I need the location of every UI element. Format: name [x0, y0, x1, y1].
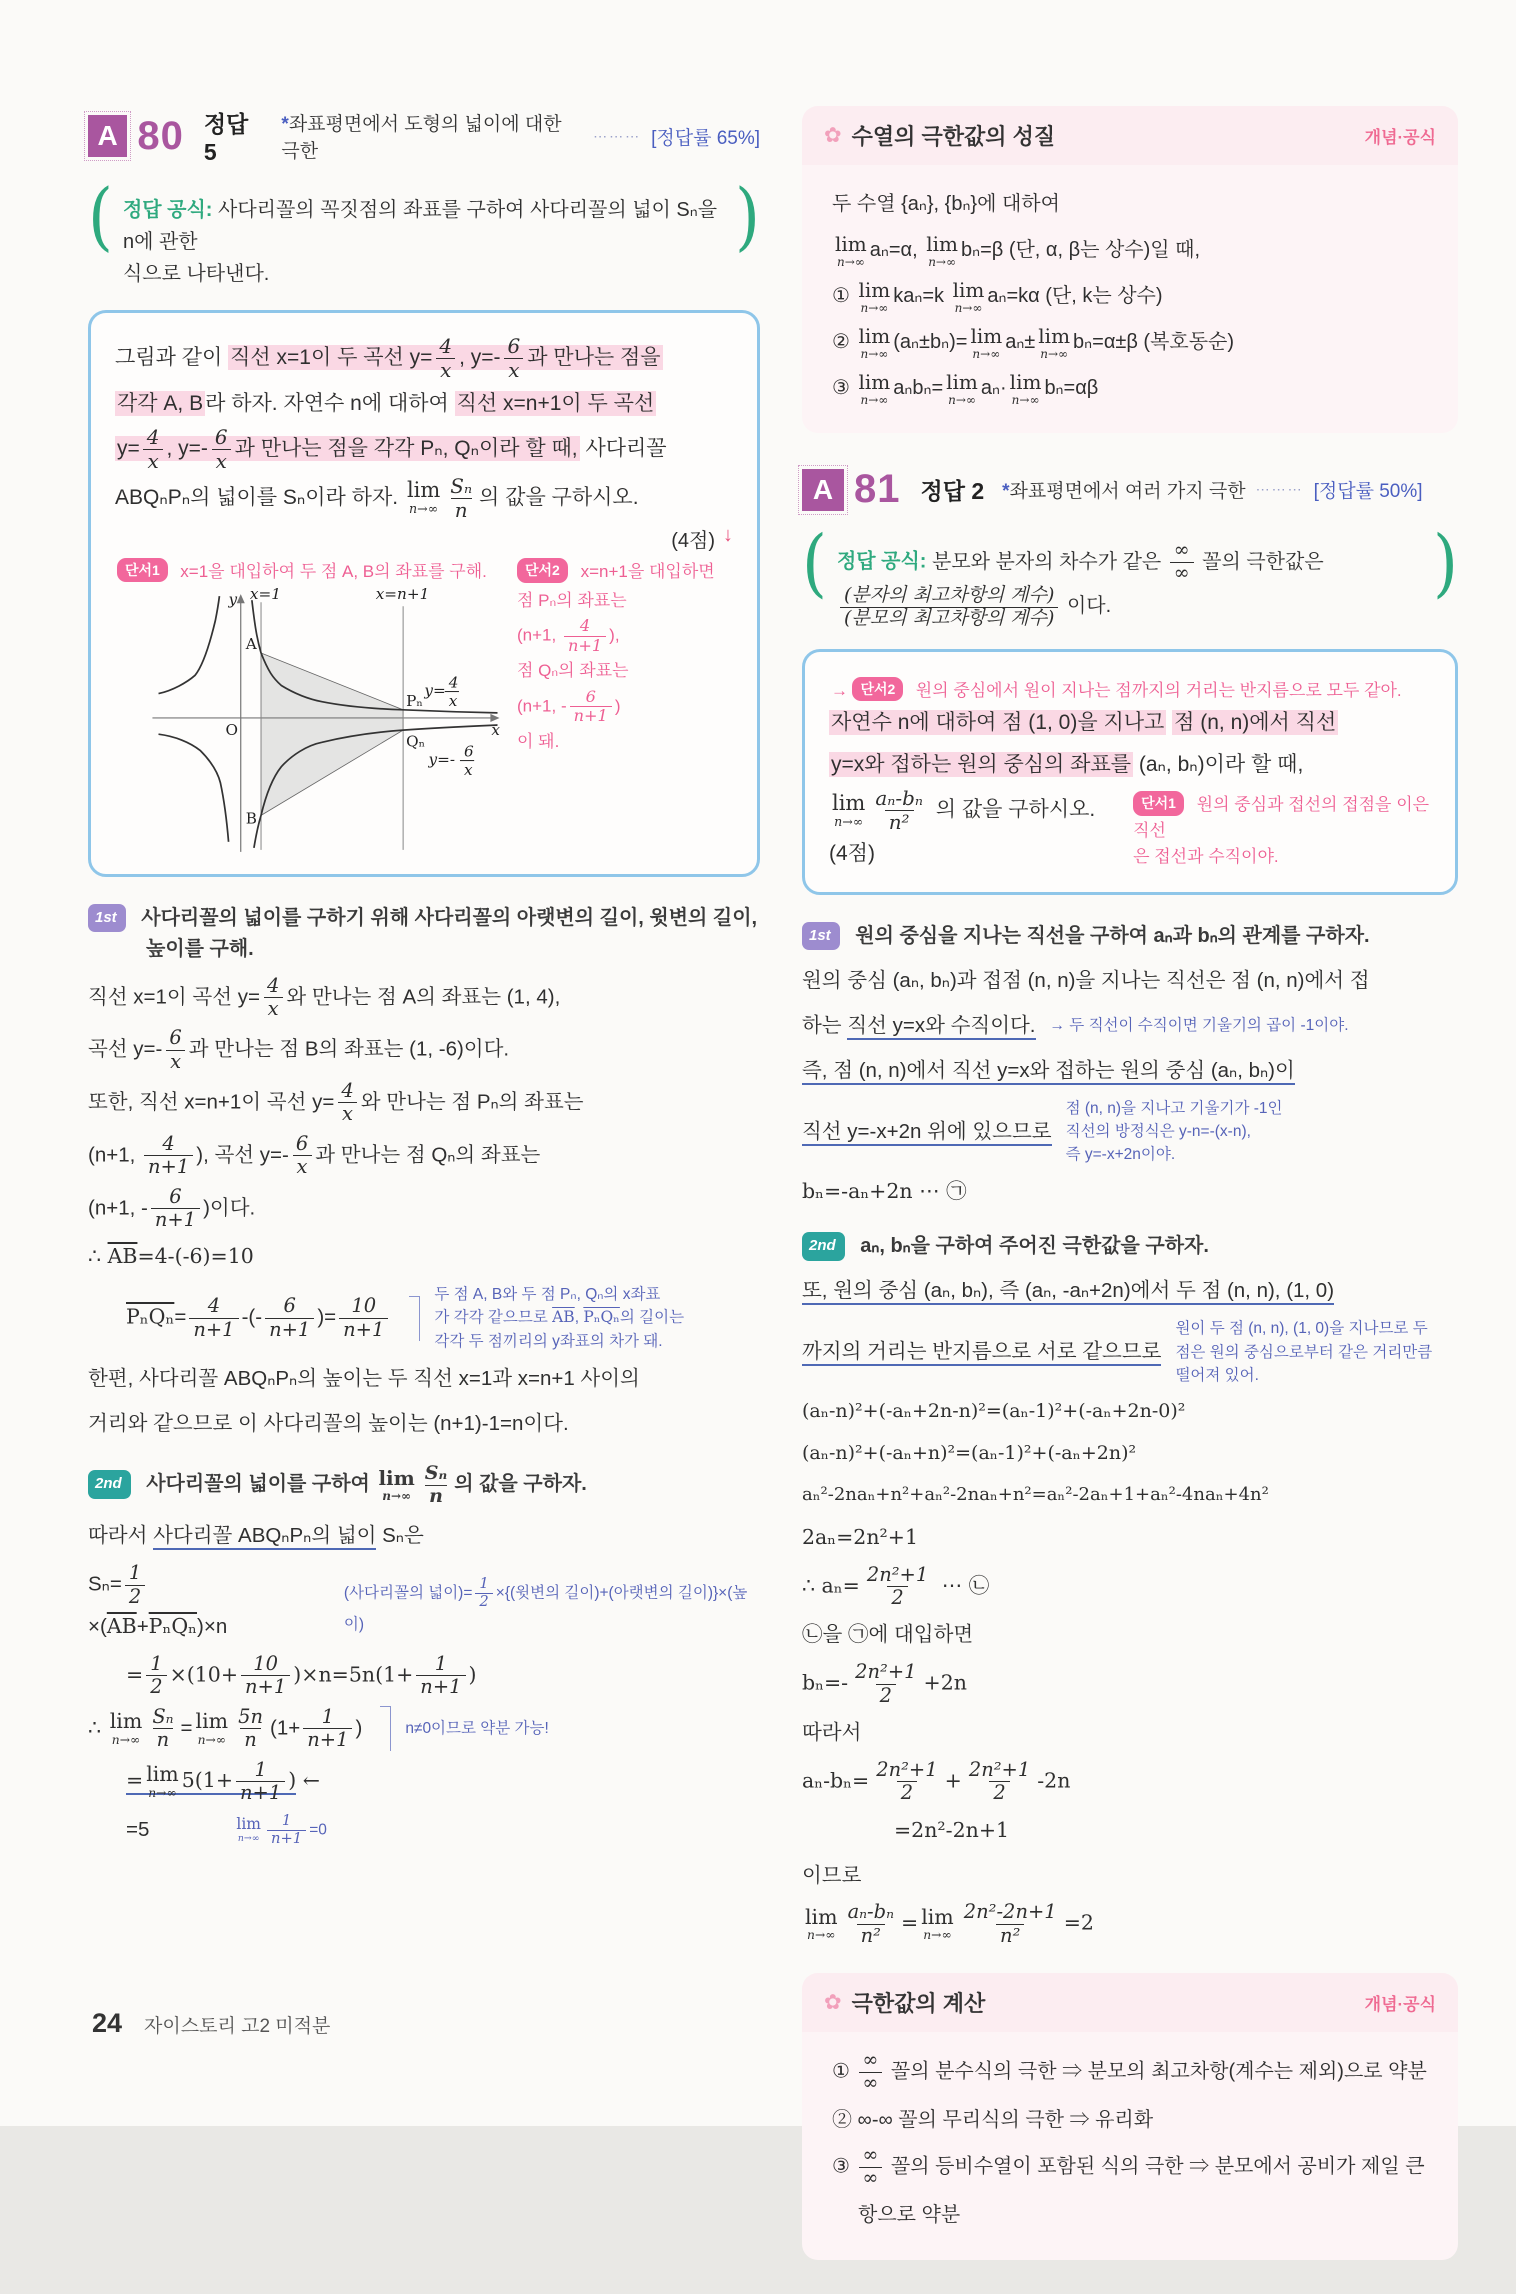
concept-line: ② lim n→∞ (aₙ±bₙ)= lim n→∞ aₙ± lim n→∞ bₙ=α±β (복호동순)	[832, 323, 1235, 361]
green-bracket-left: (	[88, 174, 113, 260]
question-80-number: 80	[137, 113, 184, 158]
problem-limit: lim n→∞ $\frac{\text{aₙ-bₙ}}{\text{n²}}$ 의 값을 구하시오. (4점)	[829, 786, 1096, 866]
solution-line: 또, 원의 중심 (aₙ, bₙ), 즉 (aₙ, -aₙ+2n)에서 두 점 (n, n), (1, 0)	[802, 1272, 1458, 1310]
solution-equation: PₙQₙ= $\frac{4}{n+1}$ -(- $\frac{6}{n+1}$ )= $\frac{10}{n+1}$	[126, 1295, 391, 1341]
solution-line-row	[802, 1007, 1458, 1045]
concept-tag: 개념·공식	[1364, 1995, 1436, 2015]
solution-equation: bₙ=- $\frac{\text{2n²+1}}{2}$ +2n	[802, 1660, 967, 1707]
problem-line-row	[829, 787, 1431, 874]
problem-line: 각각 A, B라 하자. 자연수 n에 대하여 직선 x=n+1이 두 곡선	[117, 391, 655, 415]
solution-line: (n+1, - $\frac{6}{n+1}$ )이다.	[88, 1184, 256, 1231]
solution-line: 원의 중심 (aₙ, bₙ)과 접점 (n, n)을 지나는 직선은 점 (n, n)에서 접	[802, 968, 1370, 992]
concept-box-limit-calc	[802, 1973, 1458, 2259]
solution-equation: (aₙ-n)²+(-aₙ+2n-n)²=(aₙ-1)²+(-aₙ+2n-0)²	[802, 1400, 1186, 1423]
solution-line: 직선 y=-x+2n 위에 있으므로	[802, 1113, 1052, 1151]
green-bracket-right: )	[1433, 521, 1458, 607]
clue2-text: 점 Qₙ의 좌표는	[517, 661, 629, 681]
step1-header-80: 1st 사다리꼴의 넓이를 구하기 위해 사다리꼴의 아랫변의 길이, 윗변의 길이, 높이를 구해.	[88, 903, 760, 965]
formula-text: $\frac{\text{(분자의 최고차항의 계수)}}{\text{(분모의 최고차항의 계수)}}$ 이다.	[837, 595, 1111, 617]
left-column	[88, 106, 760, 1856]
book-title: 자이스토리 고2 미적분	[144, 2016, 331, 2037]
right-column	[802, 106, 1458, 2294]
hyperbola-graph	[143, 586, 511, 858]
point-label-Pn: Pₙ	[406, 691, 423, 710]
concept-line: ① lim n→∞ kaₙ=k lim n→∞ aₙ=kα (단, k는 상수)	[832, 277, 1163, 315]
solution-line: 따라서 사다리꼴 ABQₙPₙ의 넓이 Sₙ은	[88, 1517, 760, 1555]
flower-icon: ✿	[824, 1991, 842, 2015]
solution-line: 한편, 사다리꼴 ABQₙPₙ의 높이는 두 직선 x=1과 x=n+1 사이의	[88, 1366, 640, 1390]
star-icon: *	[281, 114, 289, 135]
green-bracket-right: )	[735, 174, 760, 260]
clue1-badge: 단서1	[1133, 791, 1184, 817]
curve2-num: 6	[464, 742, 474, 761]
radius-note: 원이 두 점 (n, n), (1, 0)을 지나므로 두 점은 원의 중심으로부터 같은 거리만큼 떨어져 있어.	[1175, 1320, 1433, 1384]
clue2-panel	[517, 558, 715, 759]
green-bracket-left: (	[802, 521, 827, 607]
concept-body	[802, 165, 1458, 423]
concept-tag: 개념·공식	[1364, 128, 1436, 147]
problem-line: 그림과 같이 직선 x=1이 두 곡선 y= $\frac{4}{x}$ , y=- $\frac{6}{x}$ 과 만나는 점을	[115, 334, 661, 382]
line-label-xn1: x=n+1	[375, 584, 430, 603]
answer-formula-81	[802, 521, 1458, 629]
solution-line: 또한, 직선 x=n+1이 곡선 y= $\frac{4}{x}$ 와 만나는 점 Pₙ의 좌표는	[88, 1079, 584, 1126]
limit-zero-note: lim n→∞ $\frac{1}{n+1}$ =0	[236, 1811, 327, 1847]
formula-text: 식으로 나타낸다.	[122, 263, 270, 285]
clue1-text: 은 접선과 수직이야.	[1133, 847, 1279, 867]
clue1-panel	[1133, 791, 1431, 871]
concept-line: lim n→∞ aₙ=α, lim n→∞ bₙ=β (단, α, β는 상수)일 때,	[835, 231, 1201, 269]
solution-equation: aₙ²-2naₙ+n²+aₙ²-2naₙ+n²=aₙ²-2aₙ+1+aₙ²-4naₙ+4n²	[802, 1484, 1269, 1506]
solution-line: 즉, 점 (n, n)에서 직선 y=x와 접하는 원의 중심 (aₙ, bₙ)이	[802, 1052, 1458, 1090]
formula-text: 분모와 분자의 차수가 같은 $\frac{\infty}{\infty}$ 꼴의 극한값은	[932, 539, 1324, 584]
margin-note: n≠0이므로 약분 가능!	[405, 1720, 549, 1738]
clue2-text: 이 돼.	[517, 731, 560, 751]
axis-label-y: y	[228, 589, 238, 608]
formula-label: 정답 공식:	[836, 550, 927, 573]
solution-equation-row	[126, 1811, 760, 1849]
problem-line: ABQₙPₙ의 넓이를 Sₙ이라 하자. lim n→∞ $\frac{\text{Sₙ}}{n}$ 의 값을 구하시오.	[115, 473, 639, 522]
arrow-icon: →	[831, 681, 848, 701]
solution-line: 직선 x=1이 곡선 y= $\frac{4}{x}$ 와 만나는 점 A의 좌표는 (1, 4),	[88, 973, 561, 1020]
solution-equation-row	[88, 1562, 760, 1646]
step2-badge: 2nd	[802, 1232, 845, 1260]
flower-icon: ✿	[824, 124, 842, 147]
solution-equation: 2aₙ=2n²+1	[802, 1524, 918, 1549]
concept-box-header	[802, 106, 1458, 165]
clue2-row	[831, 676, 1431, 701]
clue1-badge: 단서1	[117, 558, 168, 582]
step1-badge: 1st	[88, 904, 126, 932]
question-80-header	[88, 106, 760, 166]
line-label-x1: x=1	[249, 584, 281, 603]
solution-line: 거리와 같으므로 이 사다리꼴의 높이는 (n+1)-1=n이다.	[88, 1411, 569, 1435]
step2-badge: 2nd	[88, 1470, 131, 1498]
page-number: 24	[92, 2008, 123, 2038]
page-footer	[92, 2008, 330, 2039]
solution-equation: = lim n→∞ 5(1+ $\frac{1}{n+1}$ ) ←	[126, 1757, 320, 1804]
solution-equation: lim n→∞ $\frac{\text{aₙ-bₙ}}{\text{n²}}$ = lim n→∞ $\frac{\text{2n²-2n+1}}{\text{n²}}$ =2	[805, 1900, 1094, 1947]
concept-line: 두 수열 {aₙ}, {bₙ}에 대하여	[832, 193, 1060, 215]
point-label-B: B	[245, 809, 257, 828]
solution-equation: = $\frac{1}{2}$ ×(10+ $\frac{10}{n+1}$ )×n=5n(1+ $\frac{1}{n+1}$ )	[126, 1652, 477, 1699]
step1-header-81: 1st 원의 중심을 지나는 직선을 구하여 aₙ과 bₙ의 관계를 구하자.	[802, 921, 1458, 952]
formula-text: 사다리꼴의 꼭짓점의 좌표를 구하여 사다리꼴의 넓이 Sₙ을 n에 관한	[122, 199, 718, 253]
solution-equation: Sₙ= $\frac{1}{2}$ $\times(\overline{AB}+P_nQ_n)\times n$	[88, 1561, 228, 1639]
solution-equation: bₙ=-aₙ+2n ⋯ ㉠	[802, 1179, 967, 1204]
concept-line: ① $\frac{\infty}{\infty}$ 꼴의 분수식의 극한 ⇒ 분모의 최고차항(계수는 제외)으로 약분	[832, 2049, 1427, 2095]
question-81-number: 81	[854, 467, 901, 511]
solution-line: 곡선 y=- $\frac{6}{x}$ 과 만나는 점 B의 좌표는 (1, -6)이다.	[88, 1026, 510, 1073]
clue2-badge: 단서2	[517, 558, 568, 584]
problem-line: 자연수 n에 대하여 점 (1, 0)을 지나고 점 (n, n)에서 직선	[831, 711, 1337, 735]
dotted-leader: ⋯⋯⋯	[593, 127, 642, 144]
problem-box-81	[802, 649, 1458, 895]
clue2-text: (n+1, $\frac{4}{n+1}$ ),	[517, 616, 620, 655]
note-bracket	[409, 1296, 420, 1341]
concept-box-sequence-limit	[802, 106, 1458, 433]
clue2-badge: 단서2	[852, 677, 903, 701]
step1-badge: 1st	[802, 922, 840, 950]
concept-title: 수열의 극한값의 성질	[851, 124, 1056, 149]
correct-rate-81: [정답률 50%]	[1313, 481, 1423, 502]
curve2-den: x	[464, 760, 473, 779]
point-row	[115, 524, 733, 553]
formula-label: 정답 공식:	[122, 199, 213, 221]
margin-note: 두 점 A, B와 두 점 Pₙ, Qₙ의 x좌표 가 각각 같으므로 $\overline{AB}$, PₙQₙ의 길이는 각각 두 점끼리의 y좌표의 차가 돼.	[434, 1286, 685, 1350]
curve1-den: x	[448, 691, 458, 710]
solution-equation: aₙ-bₙ= $\frac{\text{2n²+1}}{2}$ + $\frac{\text{2n²+1}}{2}$ -2n	[802, 1757, 1071, 1805]
concept-line: ③ lim n→∞ aₙbₙ= lim n→∞ aₙ· lim n→∞ bₙ=αβ	[832, 369, 1099, 407]
solution-line-row	[802, 1317, 1458, 1387]
question-80-answer: 정답 5	[203, 111, 249, 165]
concept-line: ③ $\frac{\infty}{\infty}$ 꼴의 등비수열이 포함된 식의 극한 ⇒ 분모에서 공비가 제일 큰	[832, 2143, 1425, 2189]
solution-equation: (aₙ-n)²+(-aₙ+n)²=(aₙ-1)²+(-aₙ+2n)²	[802, 1442, 1137, 1465]
solution-line: 하는 직선 y=x와 수직이다.	[802, 1007, 1036, 1045]
question-80-topic: *좌표평면에서 도형의 넓이에 대한 극한	[281, 114, 562, 162]
clue2-text: (n+1, - $\frac{6}{n+1}$ )	[517, 686, 621, 726]
answer-formula-80	[88, 174, 760, 290]
curve1-num: 4	[448, 673, 459, 692]
point-value: (4점)	[671, 529, 715, 552]
curve1-label: y=	[424, 681, 446, 700]
question-81-answer: 정답 2	[920, 478, 985, 504]
clue2-text: 원의 중심에서 원이 지나는 점까지의 거리는 반지름으로 모두 같아.	[915, 681, 1402, 701]
concept-box-header	[802, 1973, 1458, 2032]
clue2-text: 점 Pₙ의 좌표는	[517, 590, 627, 610]
trapezoid-area-annotation: (사다리꼴의 넓이)= $\frac{1}{2}$ ×{(윗변의 길이)+(아랫변의 길이)}×(높이)	[343, 1575, 748, 1634]
question-81-topic: *좌표평면에서 여러 가지 극한	[1002, 481, 1246, 502]
line-equation-note: 점 (n, n)을 지나고 기울기가 -1인 직선의 방정식은 y-n=-(x-n), 즉 y=-x+2n이야.	[1065, 1099, 1283, 1164]
question-81-badge: A	[802, 469, 844, 511]
solution-equation: ∴ $\overline{AB}=4-(-6)=10$	[88, 1244, 254, 1269]
point-label-Qn: Qₙ	[406, 731, 426, 750]
note-bracket	[380, 1706, 391, 1751]
solution-equation: =2n²-2n+1	[894, 1817, 1010, 1842]
axis-label-x: x	[491, 720, 501, 739]
correct-rate-80: [정답률 65%]	[651, 127, 761, 149]
origin-label: O	[225, 720, 238, 739]
solution-equation: ∴ aₙ= $\frac{\text{2n²+1}}{2}$ ⋯ ㉡	[802, 1562, 990, 1609]
perpendicular-note: → 두 직선이 수직이면 기울기의 곱이 -1이야.	[1049, 1017, 1349, 1035]
solution-line: ㉡을 ㉠에 대입하면	[802, 1623, 974, 1647]
problem-line: y= $\frac{4}{x}$ , y=- $\frac{6}{x}$ 과 만나는 점을 각각 Pₙ, Qₙ이라 할 때, 사다리꼴	[117, 424, 667, 473]
question-80-badge: A	[88, 115, 127, 157]
star-icon: *	[1002, 481, 1010, 502]
concept-body	[802, 2032, 1458, 2249]
clue1-text: x=1을 대입하여 두 점 A, B의 좌표를 구해.	[180, 561, 487, 581]
solution-equation-row	[88, 1706, 760, 1752]
question-81-header	[802, 467, 1458, 512]
concept-line: 항으로 약분	[858, 2203, 961, 2226]
solution-result: =5	[126, 1818, 150, 1842]
curve2-label: y=-	[428, 750, 455, 769]
solution-equation: ∴ lim n→∞ $\frac{\text{Sₙ}}{n}$ = lim n→∞ $\frac{5n}{n}$ (1+ $\frac{1}{n+1}$ )	[88, 1704, 363, 1752]
solution-line-row	[802, 1097, 1458, 1167]
step2-header-81: 2nd aₙ, bₙ을 구하여 주어진 극한값을 구하자.	[802, 1231, 1458, 1262]
solution-equation-row	[88, 1283, 760, 1353]
concept-line: ② ∞-∞ 꼴의 무리식의 극한 ⇒ 유리화	[832, 2108, 1154, 2131]
concept-title: 극한값의 계산	[851, 1991, 986, 2017]
problem-box-80	[88, 310, 760, 877]
problem-line: y=x와 접하는 원의 중심의 좌표를 (aₙ, bₙ)이라 할 때,	[831, 753, 1304, 777]
down-arrow-icon: ↓	[723, 523, 733, 546]
clue1-text: 원의 중심과 접선의 접점을 이은 직선	[1133, 794, 1430, 840]
clue2-text: x=n+1을 대입하면	[580, 561, 715, 581]
solution-line: 이므로	[802, 1863, 862, 1887]
point-label-A: A	[245, 634, 257, 653]
solution-line: 까지의 거리는 반지름으로 서로 같으므로	[802, 1333, 1161, 1371]
solution-line: 따라서	[802, 1720, 862, 1744]
dotted-leader: ⋯⋯⋯	[1255, 481, 1304, 497]
step2-header-80: 2nd 사다리꼴의 넓이를 구하여 lim n→∞ $\frac{\text{Sₙ}}{n}$ 의 값을 구하자.	[88, 1463, 760, 1508]
solution-line: (n+1, $\frac{4}{n+1}$ ), 곡선 y=- $\frac{6}{x}$ 과 만나는 점 Qₙ의 좌표는	[88, 1131, 541, 1179]
